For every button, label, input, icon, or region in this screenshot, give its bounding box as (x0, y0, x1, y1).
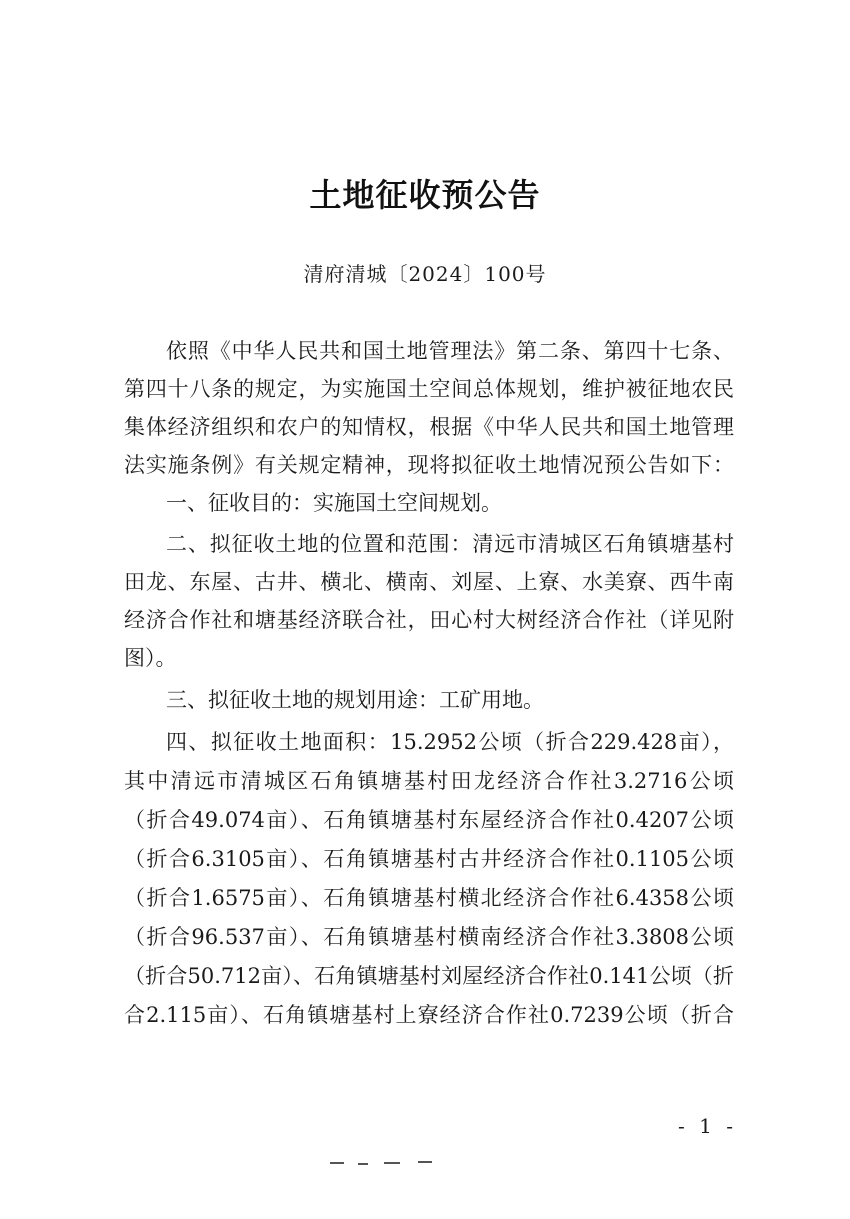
paragraph-line: 依照《中华人民共和国土地管理法》第二条、第四十七条、 (166, 339, 734, 363)
paragraph-line: 经济合作社和塘基经济联合社，田心村大树经济合作社（详见附 (124, 608, 734, 632)
paragraph-line: （折合6.3105亩）、石角镇塘基村古井经济合作社0.1105公顷 (124, 847, 734, 871)
paragraph-line: 合2.115亩）、石角镇塘基村上寮经济合作社0.7239公顷（折合 (124, 1003, 734, 1027)
paragraph-line: 法实施条例》有关规定精神，现将拟征收土地情况预公告如下： (124, 453, 734, 477)
scan-artifact (384, 1162, 400, 1164)
paragraph-line: 四、拟征收土地面积：15.2952公顷（折合229.428亩）， (166, 730, 734, 754)
paragraph-line: （折合1.6575亩）、石角镇塘基村横北经济合作社6.4358公顷 (124, 886, 734, 910)
document-title: 土地征收预公告 (309, 176, 541, 214)
paragraph-line: 图）。 (124, 646, 177, 670)
paragraph-line: 集体经济组织和农户的知情权，根据《中华人民共和国土地管理 (124, 415, 734, 439)
paragraph-line: （折合49.074亩）、石角镇塘基村东屋经济合作社0.4207公顷 (124, 808, 734, 832)
document-number: 清府清城〔2024〕100号 (303, 262, 547, 286)
scan-artifact (330, 1162, 344, 1164)
paragraph-line: 二、拟征收土地的位置和范围：清远市清城区石角镇塘基村 (166, 532, 734, 556)
paragraph-line: 三、拟征收土地的规划用途：工矿用地。 (166, 688, 544, 712)
paragraph-line: （折合96.537亩）、石角镇塘基村横南经济合作社3.3808公顷 (124, 925, 734, 949)
paragraph-line: 田龙、东屋、古井、横北、横南、刘屋、上寮、水美寮、西牛南 (124, 570, 734, 594)
scan-artifact (418, 1161, 432, 1163)
paragraph-line: 一、征收目的：实施国土空间规划。 (166, 491, 502, 515)
paragraph-line: 其中清远市清城区石角镇塘基村田龙经济合作社3.2716公顷 (124, 769, 734, 793)
page-number: - 1 - (678, 1114, 737, 1138)
paragraph-line: （折合50.712亩）、石角镇塘基村刘屋经济合作社0.141公顷（折 (124, 964, 734, 988)
scan-artifact (358, 1163, 368, 1165)
paragraph-line: 第四十八条的规定，为实施国土空间总体规划，维护被征地农民 (124, 377, 734, 401)
